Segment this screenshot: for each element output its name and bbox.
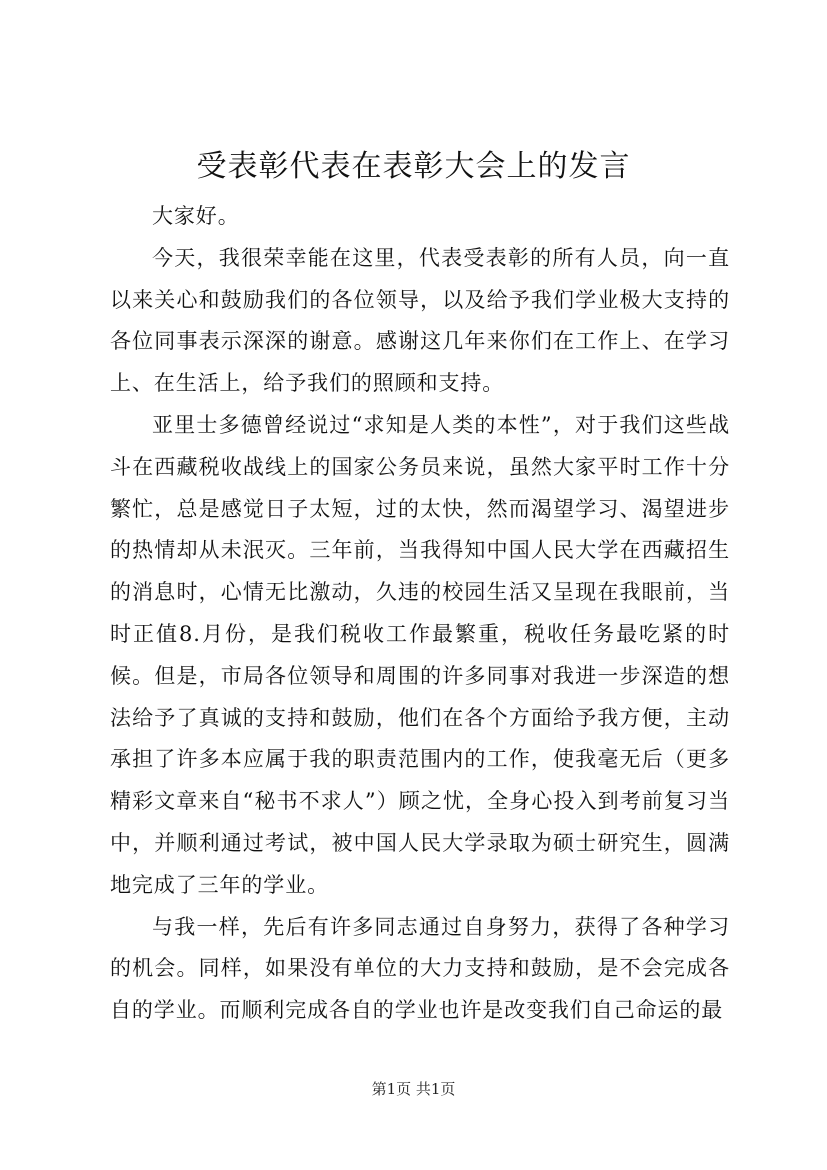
- paragraph-colleagues: 与我一样，先后有许多同志通过自身努力，获得了各种学习的机会。同样，如果没有单位的大力支持和鼓励，是不会完成各自的学业。而顺利完成各自的学业也许是改变我们自己命运的最: [110, 914, 730, 1023]
- page-footer: 第1页 共1页: [371, 1080, 456, 1098]
- document-title: 受表彰代表在表彰大会上的发言: [196, 149, 631, 184]
- paragraph-study-story: 亚里士多德曾经说过“求知是人类的本性”，对于我们这些战斗在西藏税收战线上的国家公务员来说，虽然大家平时工作十分繁忙，总是感觉日子太短，过的太快，然而渴望学习、渴望进步的热情却从未泯灭。三年前，当我得知中国人民大学在西藏招生的消息时，心情无比激动，久违的校园生活又呈现在我眼前，当时正值8.月份，是我们税收工作最繁重，税收任务最吃紧的时候。但是，市局各位领导和周围的许多同事对我进一步深造的想法给予了真诚的支持和鼓励，他们在各个方面给予我方便，主动承担了许多本应属于我的职责范围内的工作，使我毫无后（更多精彩文章来自“秘书不求人”）顾之忧，全身心投入到考前复习当中，并顺利通过考试，被中国人民大学录取为硕士研究生，圆满地完成了三年的学业。: [110, 412, 730, 897]
- paragraph-greeting: 大家好。: [152, 204, 240, 228]
- paragraph-thanks: 今天，我很荣幸能在这里，代表受表彰的所有人员，向一直以来关心和鼓励我们的各位领导，以及给予我们学业极大支持的各位同事表示深深的谢意。感谢这几年来你们在工作上、在学习上、在生活上，给予我们的照顾和支持。: [110, 245, 730, 396]
- document-body: [110, 196, 730, 1032]
